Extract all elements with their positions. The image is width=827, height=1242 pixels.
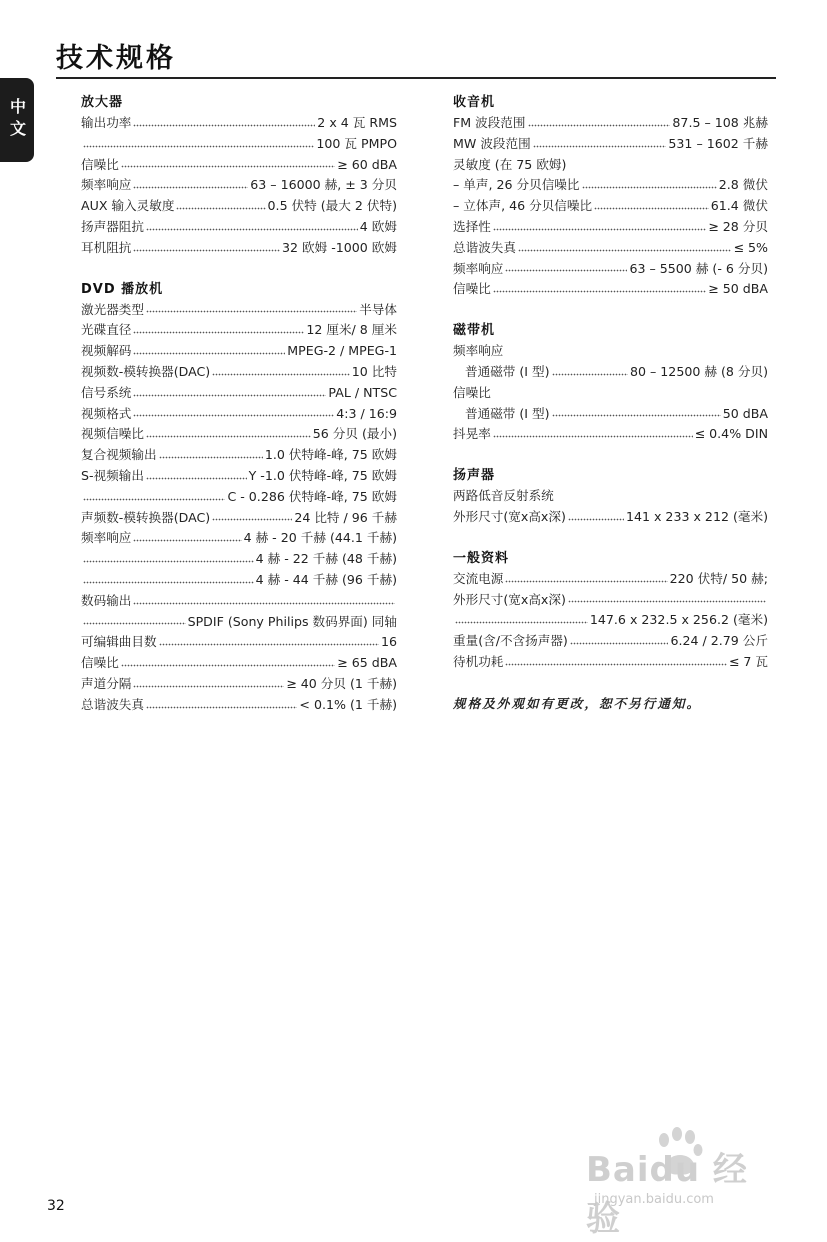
spec-row bbox=[453, 259, 768, 280]
spec-label: 两路低音反射系统 bbox=[453, 488, 554, 504]
spec-row bbox=[453, 486, 768, 507]
spec-value: 10 比特 bbox=[351, 363, 397, 379]
dot-leader bbox=[133, 185, 248, 190]
spec-value: ≥ 28 分贝 bbox=[708, 218, 768, 234]
spec-row bbox=[81, 508, 397, 529]
dot-leader bbox=[594, 206, 709, 211]
language-tab: 中文 bbox=[0, 78, 34, 162]
spec-label: 激光器类型 bbox=[81, 301, 144, 317]
dot-leader bbox=[552, 372, 628, 377]
spec-label: 声频数-模转换器(DAC) bbox=[81, 509, 211, 525]
spec-row bbox=[81, 695, 397, 716]
spec-label: – 立体声, 46 分贝信噪比 bbox=[453, 198, 593, 214]
dot-leader bbox=[83, 580, 254, 585]
spec-row bbox=[81, 155, 397, 176]
disclaimer-note: 规格及外观如有更改，恕不另行通知。 bbox=[453, 695, 702, 711]
section-title: 一般资料 bbox=[453, 550, 510, 566]
right-column bbox=[453, 92, 768, 712]
dot-leader bbox=[212, 372, 350, 377]
spec-row bbox=[81, 175, 397, 196]
spec-row bbox=[453, 652, 768, 673]
spec-label: 输出功率 bbox=[81, 115, 132, 130]
spec-label: 频率响应 bbox=[81, 177, 132, 193]
dot-leader bbox=[518, 248, 731, 253]
dot-leader bbox=[83, 559, 254, 564]
spec-value: 6.24 / 2.79 公斤 bbox=[670, 633, 768, 649]
spec-row bbox=[453, 134, 768, 155]
spec-label: 耳机阻抗 bbox=[81, 239, 132, 255]
spec-label: 重量(含/不含扬声器) bbox=[453, 633, 568, 649]
spec-row bbox=[453, 155, 768, 176]
spec-row bbox=[81, 570, 397, 591]
spec-label: 视频解码 bbox=[81, 343, 132, 359]
section-tape-deck bbox=[453, 320, 768, 445]
spec-row bbox=[81, 674, 397, 695]
dot-leader bbox=[133, 330, 304, 335]
spec-value: ≤ 0.4% DIN bbox=[694, 426, 768, 442]
dot-leader bbox=[146, 227, 358, 232]
spec-row bbox=[81, 528, 397, 549]
section-title: 放大器 bbox=[81, 95, 124, 110]
spec-label: 频率响应 bbox=[453, 343, 504, 359]
page-title: 技术规格 bbox=[56, 43, 176, 74]
spec-label: 可编辑曲目数 bbox=[81, 634, 157, 650]
section-title: DVD 播放机 bbox=[81, 281, 164, 297]
spec-label: 交流电源 bbox=[453, 570, 504, 586]
section-title: 收音机 bbox=[453, 95, 496, 110]
spec-value: 4 赫 - 20 千赫 (44.1 千赫) bbox=[243, 530, 397, 546]
spec-value: 50 dBA bbox=[722, 405, 768, 421]
spec-value: 12 厘米/ 8 厘米 bbox=[306, 322, 397, 338]
dot-leader bbox=[568, 517, 624, 522]
dot-leader bbox=[212, 517, 292, 522]
section-general bbox=[453, 548, 768, 673]
spec-value: 141 x 233 x 212 (毫米) bbox=[625, 508, 768, 524]
spec-value: 531 – 1602 千赫 bbox=[668, 135, 768, 151]
spec-value: PAL / NTSC bbox=[328, 384, 397, 400]
spec-row bbox=[453, 113, 768, 134]
dot-leader bbox=[455, 620, 588, 625]
spec-row bbox=[453, 610, 768, 631]
spec-row bbox=[81, 217, 397, 238]
spec-value: ≤ 7 瓦 bbox=[728, 653, 768, 669]
section-title: 磁带机 bbox=[453, 323, 496, 339]
spec-value: 147.6 x 232.5 x 256.2 (毫米) bbox=[589, 612, 768, 628]
spec-value: 220 伏特/ 50 赫; bbox=[669, 570, 768, 586]
spec-label: 待机功耗 bbox=[453, 653, 504, 669]
dot-leader bbox=[133, 413, 334, 418]
dot-leader bbox=[133, 684, 284, 689]
spec-label: 数码输出 bbox=[81, 592, 132, 608]
spec-label: MW 波段范围 bbox=[453, 135, 531, 151]
dot-leader bbox=[493, 289, 706, 294]
spec-value: 63 – 5500 赫 (- 6 分贝) bbox=[629, 260, 768, 276]
dot-leader bbox=[493, 434, 693, 439]
spec-row bbox=[453, 404, 768, 425]
spec-label: 总谐波失真 bbox=[81, 696, 144, 712]
spec-value: SPDIF (Sony Philips 数码界面) 同轴 bbox=[187, 613, 397, 629]
spec-label: 信号系统 bbox=[81, 384, 132, 400]
spec-row bbox=[81, 113, 397, 134]
spec-value: C - 0.286 伏特峰-峰, 75 欧姆 bbox=[227, 488, 397, 504]
spec-row bbox=[81, 612, 397, 633]
spec-label: S-视频输出 bbox=[81, 467, 144, 483]
section-speakers bbox=[453, 465, 768, 528]
spec-row bbox=[453, 631, 768, 652]
spec-value: ≤ 5% bbox=[733, 239, 768, 255]
spec-label: 频率响应 bbox=[81, 530, 132, 546]
dot-leader bbox=[159, 455, 263, 460]
dot-leader bbox=[83, 144, 314, 149]
spec-row bbox=[81, 445, 397, 466]
dot-leader bbox=[505, 579, 667, 584]
section-title: 扬声器 bbox=[453, 468, 496, 484]
spec-label: 信噪比 bbox=[81, 156, 119, 172]
spec-row bbox=[453, 175, 768, 196]
spec-row bbox=[81, 487, 397, 508]
spec-row bbox=[453, 424, 768, 445]
spec-row bbox=[81, 549, 397, 570]
spec-row bbox=[453, 590, 768, 611]
spec-row bbox=[81, 300, 397, 321]
spec-value: 0.5 伏特 (最大 2 伏特) bbox=[267, 198, 397, 214]
spec-value: 32 欧姆 -1000 欧姆 bbox=[281, 239, 397, 255]
spec-row bbox=[81, 653, 397, 674]
spec-label: 信噪比 bbox=[453, 384, 491, 400]
spec-label: 总谐波失真 bbox=[453, 239, 516, 255]
dot-leader bbox=[146, 434, 311, 439]
dot-leader bbox=[133, 538, 241, 543]
spec-value: 80 – 12500 赫 (8 分贝) bbox=[629, 363, 768, 379]
spec-row bbox=[81, 238, 397, 259]
spec-label: 扬声器阻抗 bbox=[81, 218, 144, 234]
section-amplifier bbox=[81, 92, 397, 259]
spec-row bbox=[81, 591, 397, 612]
spec-label: 频率响应 bbox=[453, 260, 504, 276]
spec-row bbox=[81, 196, 397, 217]
spec-row bbox=[453, 341, 768, 362]
spec-value: 半导体 bbox=[359, 301, 397, 317]
spec-value: < 0.1% (1 千赫) bbox=[299, 696, 397, 712]
spec-row bbox=[81, 383, 397, 404]
page-number: 32 bbox=[47, 1198, 65, 1214]
spec-value: 2 x 4 瓦 RMS bbox=[317, 115, 397, 130]
spec-value: 61.4 微伏 bbox=[710, 198, 768, 214]
spec-value: 1.0 伏特峰-峰, 75 欧姆 bbox=[264, 447, 397, 463]
dot-leader bbox=[83, 621, 186, 626]
watermark-url: jingyan.baidu.com bbox=[594, 1192, 714, 1207]
spec-row bbox=[81, 341, 397, 362]
spec-label: 普通磁带 (I 型) bbox=[465, 405, 550, 421]
dot-leader bbox=[133, 601, 395, 606]
spec-label: 复合视频输出 bbox=[81, 447, 157, 463]
spec-label: 声道分隔 bbox=[81, 675, 132, 691]
spec-row bbox=[453, 507, 768, 528]
dot-leader bbox=[570, 641, 669, 646]
dot-leader bbox=[568, 599, 766, 604]
spec-value: ≥ 40 分贝 (1 千赫) bbox=[286, 675, 397, 691]
spec-row bbox=[81, 134, 397, 155]
dot-leader bbox=[552, 413, 721, 418]
spec-row bbox=[453, 238, 768, 259]
spec-value: 56 分贝 (最小) bbox=[312, 426, 397, 442]
dot-leader bbox=[493, 227, 706, 232]
spec-value: 87.5 – 108 兆赫 bbox=[672, 115, 768, 130]
title-divider bbox=[56, 77, 776, 79]
baidu-watermark bbox=[586, 1120, 776, 1239]
spec-label: 视频信噪比 bbox=[81, 426, 144, 442]
spec-row bbox=[453, 279, 768, 300]
spec-value: ≥ 65 dBA bbox=[337, 655, 397, 671]
spec-value: ≥ 50 dBA bbox=[708, 281, 768, 297]
dot-leader bbox=[176, 206, 265, 211]
section-dvd-player bbox=[81, 279, 397, 716]
spec-label: – 单声, 26 分贝信噪比 bbox=[453, 177, 580, 193]
spec-row bbox=[81, 466, 397, 487]
spec-label: 选择性 bbox=[453, 218, 491, 234]
spec-value: 4 赫 - 22 千赫 (48 千赫) bbox=[255, 551, 397, 567]
spec-row bbox=[453, 196, 768, 217]
watermark-logo-text: Baidu 经验 bbox=[586, 1150, 748, 1239]
dot-leader bbox=[121, 164, 335, 169]
spec-row bbox=[453, 569, 768, 590]
spec-row bbox=[81, 404, 397, 425]
spec-value: 63 – 16000 赫, ± 3 分贝 bbox=[250, 177, 397, 193]
spec-value: 4:3 / 16:9 bbox=[336, 405, 397, 421]
spec-value: 4 赫 - 44 千赫 (96 千赫) bbox=[255, 571, 397, 587]
dot-leader bbox=[146, 476, 247, 481]
spec-row bbox=[81, 632, 397, 653]
spec-value: MPEG-2 / MPEG-1 bbox=[287, 343, 397, 359]
section-tuner bbox=[453, 92, 768, 300]
spec-value: Y -1.0 伏特峰-峰, 75 欧姆 bbox=[248, 467, 397, 483]
spec-label: AUX 输入灵敏度 bbox=[81, 198, 175, 214]
dot-leader bbox=[146, 309, 357, 314]
dot-leader bbox=[528, 123, 671, 128]
spec-row bbox=[81, 362, 397, 383]
dot-leader bbox=[533, 144, 667, 149]
spec-label: 外形尺寸(宽x高x深) bbox=[453, 591, 566, 607]
spec-row bbox=[81, 320, 397, 341]
spec-label: 信噪比 bbox=[81, 655, 119, 671]
spec-value: 16 bbox=[380, 634, 397, 650]
spec-value: 100 瓦 PMPO bbox=[316, 135, 397, 151]
spec-row bbox=[453, 383, 768, 404]
spec-label: FM 波段范围 bbox=[453, 115, 526, 130]
spec-label: 视频数-模转换器(DAC) bbox=[81, 363, 211, 379]
dot-leader bbox=[582, 185, 717, 190]
dot-leader bbox=[83, 497, 225, 502]
dot-leader bbox=[121, 663, 335, 668]
spec-value: 4 欧姆 bbox=[359, 218, 397, 234]
dot-leader bbox=[505, 662, 726, 667]
dot-leader bbox=[133, 248, 280, 253]
dot-leader bbox=[505, 268, 627, 273]
dot-leader bbox=[133, 351, 285, 356]
spec-value: ≥ 60 dBA bbox=[337, 156, 397, 172]
spec-value: 2.8 微伏 bbox=[718, 177, 768, 193]
spec-label: 信噪比 bbox=[453, 281, 491, 297]
spec-label: 灵敏度 (在 75 欧姆) bbox=[453, 156, 567, 172]
dot-leader bbox=[133, 123, 315, 128]
dot-leader bbox=[146, 705, 297, 710]
spec-label: 光碟直径 bbox=[81, 322, 132, 338]
left-column bbox=[81, 92, 397, 736]
spec-row bbox=[81, 424, 397, 445]
spec-row bbox=[453, 217, 768, 238]
spec-label: 普通磁带 (I 型) bbox=[465, 363, 550, 379]
spec-label: 外形尺寸(宽x高x深) bbox=[453, 508, 566, 524]
dot-leader bbox=[159, 642, 379, 647]
spec-row bbox=[453, 362, 768, 383]
spec-label: 抖晃率 bbox=[453, 426, 491, 442]
dot-leader bbox=[133, 393, 326, 398]
spec-label: 视频格式 bbox=[81, 405, 132, 421]
spec-value: 24 比特 / 96 千赫 bbox=[294, 509, 397, 525]
